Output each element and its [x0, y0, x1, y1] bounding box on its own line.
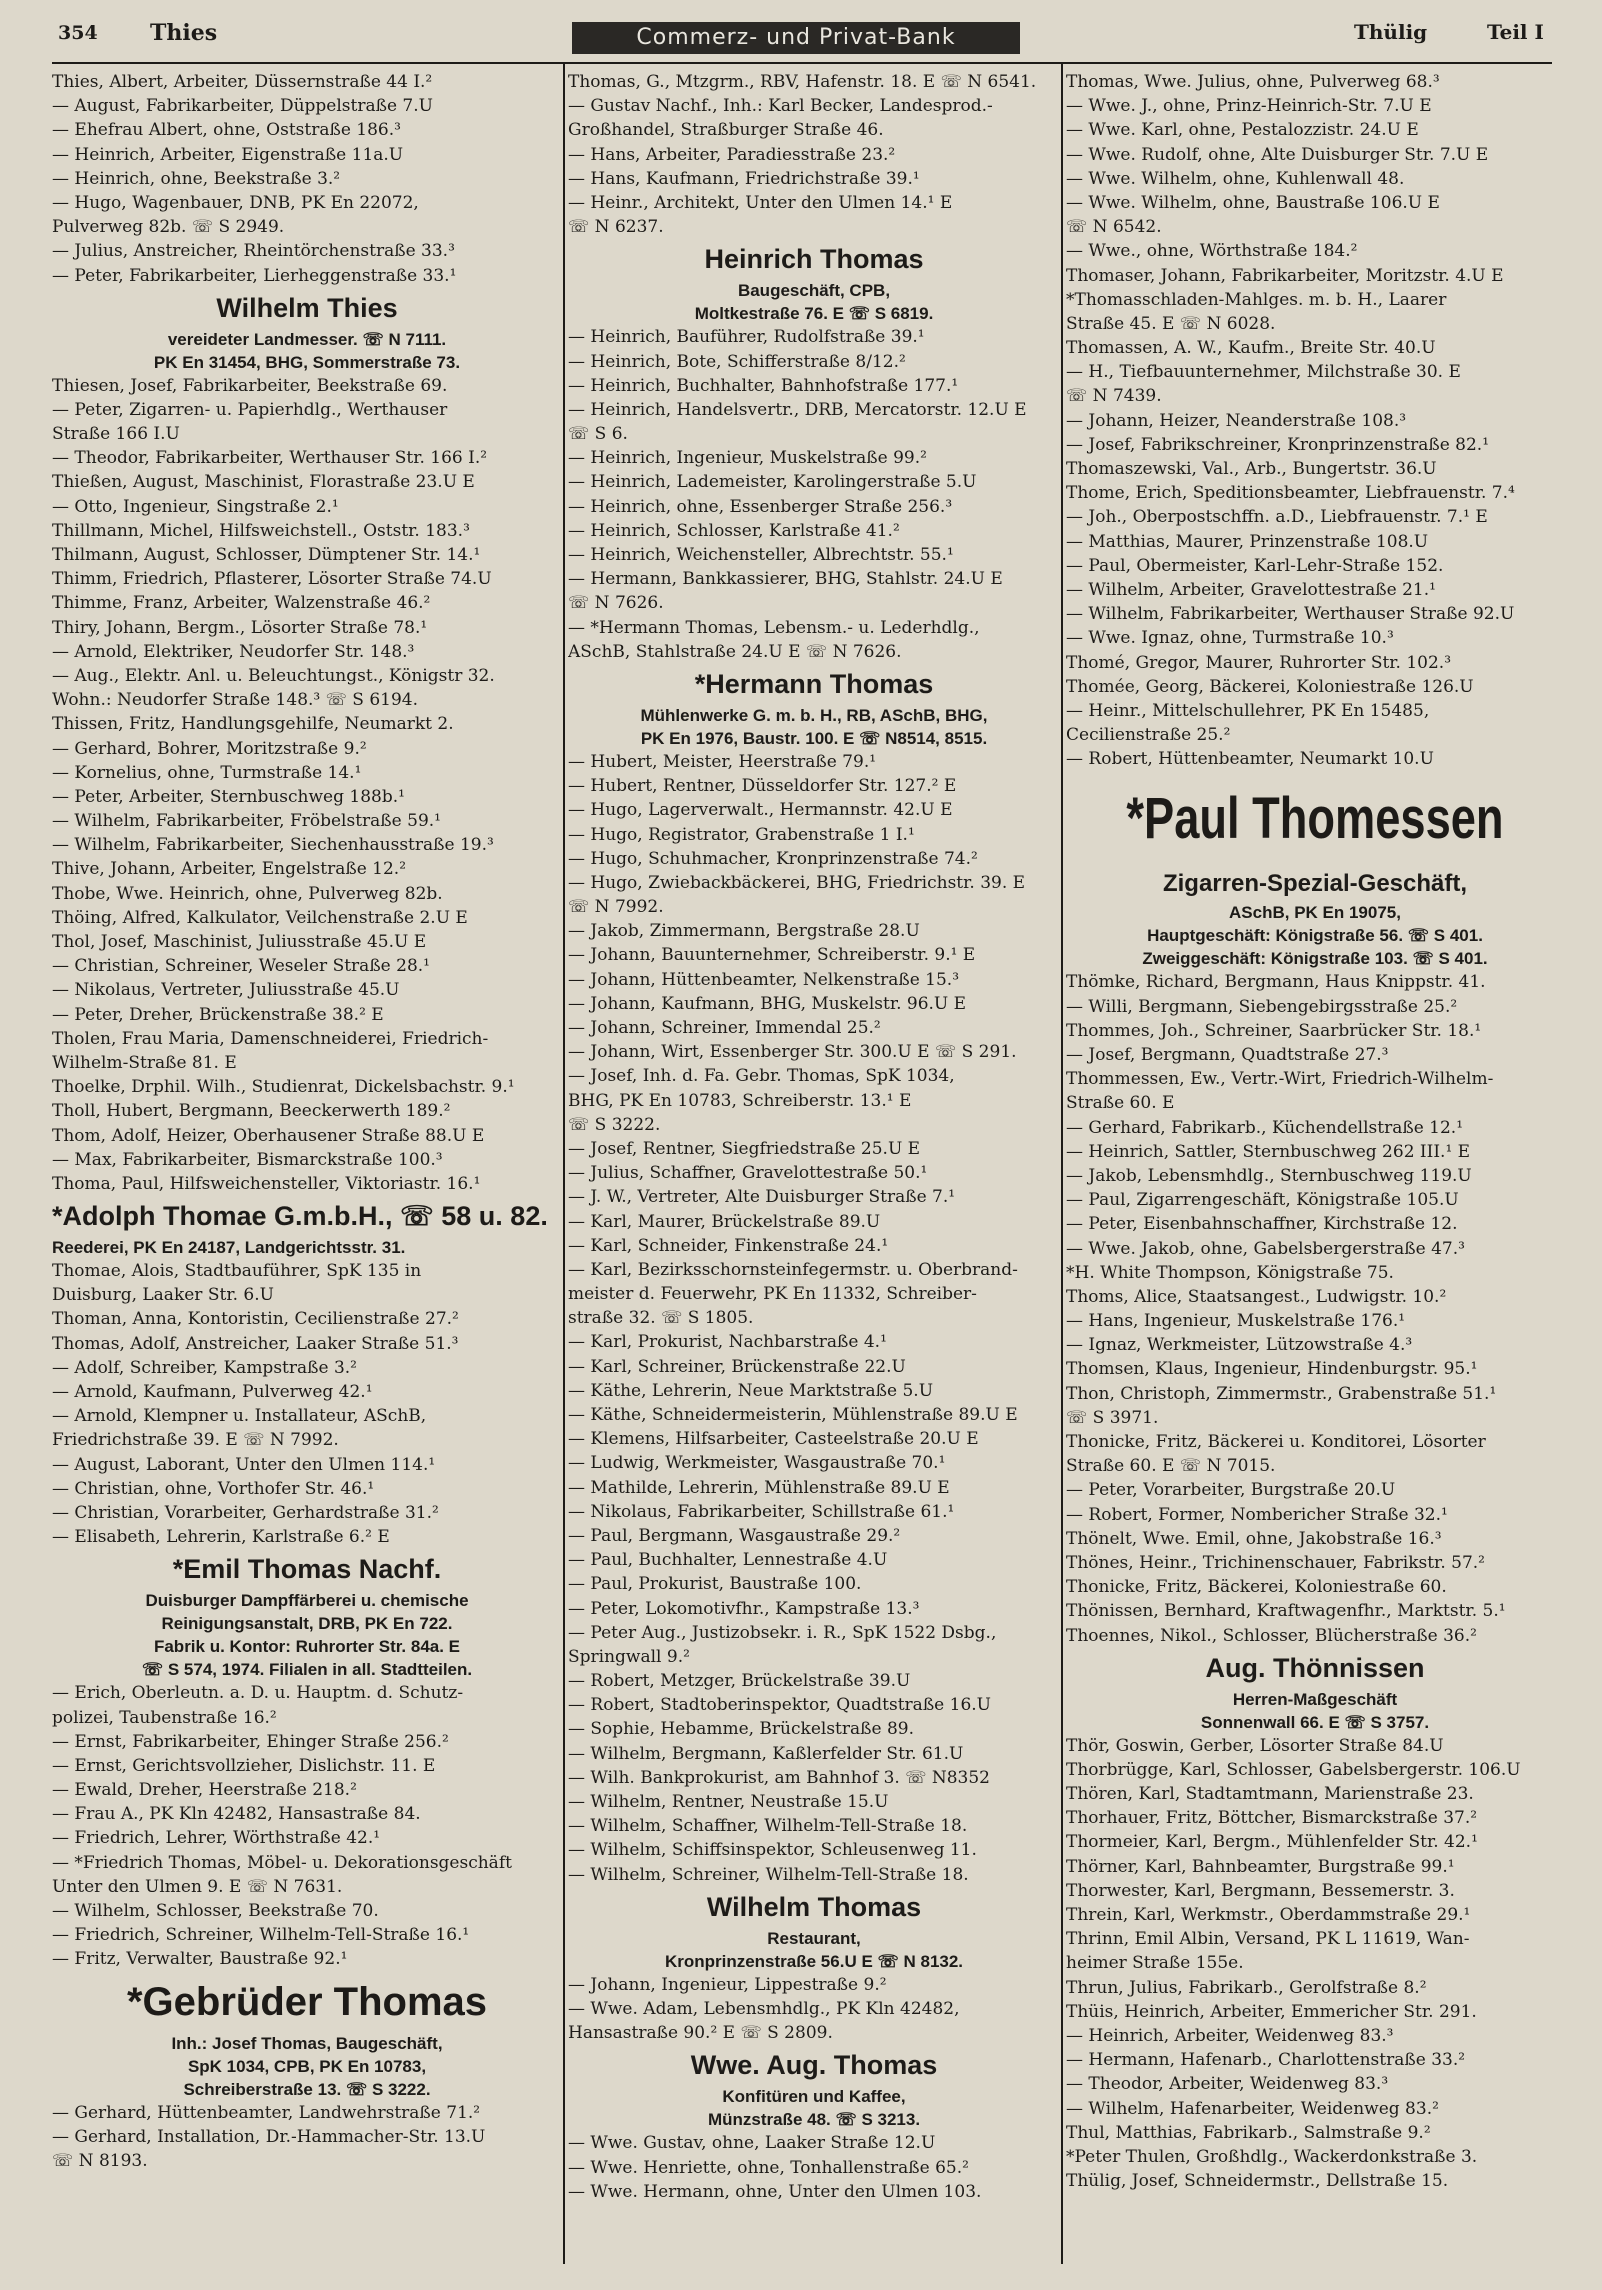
directory-entry-line: — Gustav Nachf., Inh.: Karl Becker, Landesprod.-: [568, 96, 993, 117]
directory-entry-line: — *Friedrich Thomas, Möbel- u. Dekorationsgeschäft: [52, 1852, 512, 1873]
advert-title: Heinrich Thomas: [704, 244, 924, 275]
directory-entry-line: polizei, Taubenstraße 16.²: [52, 1707, 277, 1728]
advert-line: Moltkestraße 76. E ☏ S 6819.: [694, 304, 934, 324]
column-2: [568, 70, 1060, 2280]
directory-entry-line: Thoman, Anna, Kontoristin, Cecilienstraße 27.²: [52, 1309, 459, 1330]
directory-entry-line: Thießen, August, Maschinist, Florastraße 23.U E: [52, 472, 475, 493]
directory-entry-line: Thobe, Wwe. Heinrich, ohne, Pulverweg 82b.: [52, 883, 443, 904]
directory-entry-line: — Elisabeth, Lehrerin, Karlstraße 6.² E: [52, 1527, 390, 1548]
advert-line: PK En 31454, BHG, Sommerstraße 73.: [153, 352, 461, 372]
business-advert: [568, 239, 1060, 325]
directory-entry-line: — Gerhard, Hüttenbeamter, Landwehrstraße 71.²: [52, 2102, 481, 2123]
directory-entry-line: — Robert, Former, Nombericher Straße 32.¹: [1066, 1504, 1448, 1525]
directory-entry-line: Thorbrügge, Karl, Schlosser, Gabelsbergerstr. 106.U: [1066, 1759, 1521, 1780]
directory-entry-line: Thülig, Josef, Schneidermstr., Dellstraße 15.: [1066, 2171, 1449, 2192]
advert-title: *Paul Thomessen: [1126, 786, 1504, 852]
directory-entry-line: — Wilhelm, Schaffner, Wilhelm-Tell-Straße 18.: [568, 1816, 968, 1837]
advert-title: *Emil Thomas Nachf.: [172, 1554, 442, 1585]
directory-entry-line: ☏ S 3971.: [1066, 1407, 1159, 1428]
business-advert: [52, 1972, 562, 2101]
directory-entry-line: — Wilh. Bankprokurist, am Bahnhof 3. ☏ N8352: [568, 1767, 990, 1788]
directory-entry-line: — Josef, Inh. d. Fa. Gebr. Thomas, SpK 1034,: [568, 1066, 955, 1087]
directory-entry-line: Thör, Goswin, Gerber, Lösorter Straße 84.U: [1066, 1735, 1444, 1756]
business-advert: [568, 664, 1060, 750]
directory-entry-line: Thies, Albert, Arbeiter, Düssernstraße 44 I.²: [52, 72, 433, 92]
directory-entry-line: — Hans, Ingenieur, Muskelstraße 176.¹: [1066, 1311, 1406, 1332]
directory-entry-line: ☏ N 7992.: [568, 897, 664, 918]
directory-entry-line: — Jakob, Lebensmhdlg., Sternbuschweg 119.U: [1066, 1165, 1472, 1186]
directory-entry-line: Straße 60. E: [1066, 1093, 1175, 1114]
directory-entry-line: — Klemens, Hilfsarbeiter, Casteelstraße 20.U E: [568, 1429, 979, 1450]
directory-entry-line: — Ewald, Dreher, Heerstraße 218.²: [52, 1780, 357, 1801]
business-advert: [52, 1549, 562, 1681]
directory-entry-line: Thören, Karl, Stadtamtmann, Marienstraße 23.: [1066, 1784, 1474, 1805]
directory-entry-line: Thomas, Adolf, Anstreicher, Laaker Straße 51.³: [52, 1333, 459, 1354]
directory-entry-line: Thiesen, Josef, Fabrikarbeiter, Beekstraße 69.: [52, 375, 448, 396]
directory-entry-line: ASchB, Stahlstraße 24.U E ☏ N 7626.: [568, 641, 902, 662]
directory-entry-line: — August, Laborant, Unter den Ulmen 114.¹: [52, 1454, 436, 1475]
directory-entry-line: — Wilhelm, Arbeiter, Gravelottestraße 21.¹: [1066, 579, 1436, 600]
directory-entry-line: Thomaszewski, Val., Arb., Bungertstr. 36.U: [1066, 459, 1437, 479]
directory-entry-line: — Wilhelm, Fabrikarbeiter, Siechenhausstraße 19.³: [52, 835, 494, 856]
directory-entry-line: — Heinrich, Arbeiter, Eigenstraße 11a.U: [52, 144, 404, 165]
directory-entry-line: — Hugo, Zwiebackbäckerei, BHG, Friedrichstr. 39. E: [568, 872, 1026, 893]
directory-entry-line: Thömke, Richard, Bergmann, Haus Knippstr. 41.: [1066, 972, 1486, 993]
directory-entry-line: — Hugo, Wagenbauer, DNB, PK En 22072,: [52, 192, 419, 213]
directory-entry-line: — Joh., Oberpostschffn. a.D., Liebfrauenstr. 7.¹ E: [1066, 507, 1488, 528]
directory-entry-line: — Hugo, Registrator, Grabenstraße 1 I.¹: [568, 824, 915, 845]
directory-entry-line: Thomas, Wwe. Julius, ohne, Pulverweg 68.³: [1066, 72, 1440, 92]
advert-title: *Adolph Thomae G.m.b.H., ☏ 58 u. 82.: [52, 1201, 548, 1232]
directory-entry-line: — Arnold, Elektriker, Neudorfer Str. 148.³: [52, 641, 415, 662]
directory-entry-line: — Jakob, Zimmermann, Bergstraße 28.U: [568, 921, 920, 942]
directory-entry-line: — Erich, Oberleutn. a. D. u. Hauptm. d. Schutz-: [52, 1683, 464, 1704]
directory-entry-line: — Theodor, Fabrikarbeiter, Werthauser Str. 166 I.²: [52, 448, 488, 469]
directory-entry-line: — Aug., Elektr. Anl. u. Beleuchtungst., Königstr 32.: [52, 665, 495, 686]
directory-entry-line: *Thomasschladen-Mahlges. m. b. H., Laarer: [1066, 289, 1447, 310]
directory-entry-line: Thomae, Alois, Stadtbauführer, SpK 135 in: [52, 1261, 422, 1282]
directory-entry-line: Thimm, Friedrich, Pflasterer, Lösorter Straße 74.U: [52, 569, 492, 590]
directory-entry-line: — Matthias, Maurer, Prinzenstraße 108.U: [1066, 531, 1429, 552]
directory-entry-line: — Karl, Maurer, Brückelstraße 89.U: [568, 1211, 881, 1232]
directory-entry-line: — Hugo, Lagerverwalt., Hermannstr. 42.U E: [568, 800, 953, 821]
directory-entry-line: — Wwe. Henriette, ohne, Tonhallenstraße 65.²: [568, 2157, 969, 2178]
directory-entry-line: Thönes, Heinr., Trichinenschauer, Fabrikstr. 57.²: [1066, 1552, 1485, 1573]
directory-entry-line: — Hermann, Hafenarb., Charlottenstraße 33.²: [1066, 2050, 1466, 2071]
directory-entry-line: — Julius, Anstreicher, Rheintörchenstraße 33.³: [52, 241, 455, 262]
directory-entry-line: Straße 166 I.U: [52, 424, 180, 445]
directory-entry-line: Thoma, Paul, Hilfsweichensteller, Viktoriastr. 16.¹: [52, 1173, 481, 1194]
directory-entry-line: ☏ N 7626.: [568, 593, 664, 614]
directory-entry-line: — Peter, Vorarbeiter, Burgstraße 20.U: [1066, 1480, 1396, 1501]
directory-entry-line: — Heinrich, Bote, Schifferstraße 8/12.²: [568, 351, 906, 372]
directory-entry-line: — Josef, Bergmann, Quadtstraße 27.³: [1066, 1045, 1389, 1065]
directory-entry-line: — Karl, Schreiner, Brückenstraße 22.U: [568, 1356, 906, 1377]
directory-entry-line: — Wilhelm, Fabrikarbeiter, Werthauser Straße 92.U: [1066, 604, 1515, 625]
directory-entry-line: — Christian, ohne, Vorthofer Str. 46.¹: [52, 1478, 375, 1499]
advert-line: Mühlenwerke G. m. b. H., RB, ASchB, BHG,: [640, 705, 988, 725]
directory-entry-line: — Christian, Schreiner, Weseler Straße 28.¹: [52, 956, 430, 977]
directory-entry-line: Thormeier, Karl, Bergm., Mühlenfelder Str. 42.¹: [1066, 1832, 1478, 1853]
directory-entry-line: — Robert, Stadtoberinspektor, Quadtstraße 16.U: [568, 1695, 991, 1716]
directory-entry-line: — Max, Fabrikarbeiter, Bismarckstraße 100.³: [52, 1149, 443, 1170]
directory-entry-line: Thiry, Johann, Bergm., Lösorter Straße 78.¹: [52, 617, 428, 638]
directory-entry-line: Wilhelm-Straße 81. E: [52, 1052, 237, 1073]
directory-entry-line: Thüis, Heinrich, Arbeiter, Emmericher Str. 291.: [1066, 2001, 1477, 2022]
directory-entry-line: Thimme, Franz, Arbeiter, Walzenstraße 46.²: [52, 593, 431, 614]
directory-entry-line: — Peter, Fabrikarbeiter, Lierheggenstraße 33.¹: [52, 265, 457, 286]
directory-entry-line: — Ehefrau Albert, ohne, Oststraße 186.³: [52, 120, 401, 141]
directory-entry-line: — Wilhelm, Rentner, Neustraße 15.U: [568, 1792, 889, 1812]
directory-entry-line: — Kornelius, ohne, Turmstraße 14.¹: [52, 762, 362, 783]
directory-entry-line: heimer Straße 155e.: [1066, 1953, 1244, 1974]
directory-entry-line: — Otto, Ingenieur, Singstraße 2.¹: [52, 496, 339, 517]
directory-entry-line: — Josef, Rentner, Siegfriedstraße 25.U E: [568, 1138, 921, 1159]
directory-entry-line: — Ignaz, Werkmeister, Lützowstraße 4.³: [1066, 1335, 1413, 1356]
directory-entry-line: — Wilhelm, Fabrikarbeiter, Fröbelstraße 59.¹: [52, 811, 441, 832]
directory-entry-line: — Wwe., ohne, Wörthstraße 184.²: [1066, 241, 1358, 262]
advert-line: Hauptgeschäft: Königstraße 56. ☏ S 401.: [1147, 926, 1483, 946]
business-advert: [52, 288, 562, 374]
directory-entry-line: — Johann, Wirt, Essenberger Str. 300.U E ☏ S 291.: [568, 1042, 1017, 1063]
directory-entry-line: — Ernst, Fabrikarbeiter, Ehinger Straße 256.²: [52, 1731, 449, 1752]
directory-entry-line: Thommes, Joh., Schreiner, Saarbrücker Str. 18.¹: [1066, 1020, 1482, 1041]
directory-entry-line: — Mathilde, Lehrerin, Mühlenstraße 89.U E: [568, 1477, 950, 1498]
advert-line: ☏ S 574, 1974. Filialen in all. Stadtteilen.: [141, 1660, 473, 1680]
directory-entry-line: — Nikolaus, Vertreter, Juliusstraße 45.U: [52, 980, 400, 1001]
directory-entry-line: — Friedrich, Lehrer, Wörthstraße 42.¹: [52, 1828, 381, 1849]
column-divider: [1061, 64, 1063, 2264]
directory-entry-line: — Ernst, Gerichtsvollzieher, Dislichstr. 11. E: [52, 1755, 436, 1776]
directory-entry-line: — Paul, Prokurist, Baustraße 100.: [568, 1574, 862, 1595]
directory-entry-line: — Wilhelm, Schlosser, Beekstraße 70.: [52, 1901, 379, 1921]
directory-entry-line: Thive, Johann, Arbeiter, Engelstraße 12.²: [52, 859, 407, 880]
business-advert: [568, 2045, 1060, 2131]
directory-entry-line: — Wwe. Karl, ohne, Pestalozzistr. 24.U E: [1066, 120, 1419, 141]
directory-entry-line: Thissen, Fritz, Handlungsgehilfe, Neumarkt 2.: [52, 714, 454, 735]
directory-entry-line: — Heinrich, Sattler, Sternbuschweg 262 III.¹ E: [1066, 1141, 1471, 1162]
section-label: Teil I: [1487, 20, 1544, 44]
directory-entry-line: — Gerhard, Bohrer, Moritzstraße 9.²: [52, 738, 367, 759]
directory-entry-line: — Arnold, Klempner u. Installateur, ASchB,: [52, 1406, 427, 1427]
directory-entry-line: Pulverweg 82b. ☏ S 2949.: [52, 217, 285, 238]
directory-entry-line: — Robert, Hüttenbeamter, Neumarkt 10.U: [1066, 749, 1434, 770]
directory-entry-line: — Wilhelm, Schreiner, Wilhelm-Tell-Straße 18.: [568, 1864, 969, 1885]
directory-entry-line: — Käthe, Schneidermeisterin, Mühlenstraße 89.U E: [568, 1405, 1018, 1425]
directory-entry-line: — Johann, Schreiner, Immendal 25.²: [568, 1018, 881, 1038]
directory-entry-line: — Christian, Vorarbeiter, Gerhardstraße 31.²: [52, 1502, 439, 1523]
directory-entry-line: Thomée, Georg, Bäckerei, Koloniestraße 126.U: [1066, 676, 1474, 697]
directory-entry-line: ☏ N 6237.: [568, 217, 664, 238]
directory-entry-line: — Heinrich, Handelsvertr., DRB, Mercatorstr. 12.U E: [568, 399, 1027, 420]
advert-line: SpK 1034, CPB, PK En 10783,: [187, 2056, 427, 2076]
directory-entry-line: — Wwe. Wilhelm, ohne, Kuhlenwall 48.: [1066, 168, 1405, 189]
directory-entry-line: — Julius, Schaffner, Gravelottestraße 50.¹: [568, 1163, 928, 1184]
directory-entry-line: — Robert, Metzger, Brückelstraße 39.U: [568, 1671, 911, 1692]
advert-line: ASchB, PK En 19075,: [1229, 903, 1401, 923]
directory-entry-line: — Wilhelm, Bergmann, Kaßlerfelder Str. 61.U: [568, 1743, 964, 1764]
directory-entry-line: Thomsen, Klaus, Ingenieur, Hindenburgstr. 95.¹: [1066, 1359, 1478, 1380]
business-advert: [1066, 1648, 1564, 1734]
column-3: [1066, 70, 1564, 2280]
directory-entry-line: — H., Tiefbauunternehmer, Milchstraße 30. E: [1066, 362, 1461, 383]
advert-line: Zweiggeschäft: Königstraße 103. ☏ S 401.: [1142, 949, 1488, 969]
directory-entry-line: — Theodor, Arbeiter, Weidenweg 83.³: [1066, 2074, 1389, 2095]
directory-entry-line: Thon, Christoph, Zimmermstr., Grabenstraße 51.¹: [1066, 1383, 1497, 1404]
advert-title: Wilhelm Thies: [216, 292, 398, 323]
directory-entry-line: Cecilienstraße 25.²: [1066, 725, 1231, 746]
directory-entry-line: — Gerhard, Installation, Dr.-Hammacher-Str. 13.U: [52, 2126, 486, 2147]
directory-entry-line: *Peter Thulen, Großhdlg., Wackerdonkstraße 3.: [1066, 2146, 1478, 2167]
headword-left: Thies: [150, 20, 218, 46]
directory-entry-line: Thorhauer, Fritz, Böttcher, Bismarckstraße 37.²: [1066, 1808, 1478, 1829]
directory-entry-line: Thul, Matthias, Fabrikarb., Salmstraße 9.²: [1066, 2122, 1431, 2143]
directory-entry-line: — Gerhard, Fabrikarb., Küchendellstraße 12.¹: [1066, 1117, 1464, 1138]
advert-title: Wilhelm Thomas: [706, 1891, 922, 1922]
directory-entry-line: — Peter Aug., Justizobsekr. i. R., SpK 1522 Dsbg.,: [568, 1622, 997, 1643]
directory-entry-line: Duisburg, Laaker Str. 6.U: [52, 1285, 274, 1306]
directory-entry-line: Thorwester, Karl, Bergmann, Bessemerstr. 3.: [1066, 1880, 1455, 1901]
directory-entry-line: Thomé, Gregor, Maurer, Ruhrorter Str. 102.³: [1066, 652, 1452, 673]
advert-line: Fabrik u. Kontor: Ruhrorter Str. 84a. E: [153, 1637, 461, 1657]
directory-entry-line: meister d. Feuerwehr, PK En 11332, Schreiber-: [568, 1284, 977, 1305]
directory-entry-line: Friedrichstraße 39. E ☏ N 7992.: [52, 1430, 339, 1451]
directory-entry-line: — Karl, Bezirksschornsteinfegermstr. u. Oberbrand-: [568, 1259, 1018, 1280]
directory-entry-line: — Wwe. J., ohne, Prinz-Heinrich-Str. 7.U E: [1066, 96, 1432, 117]
directory-entry-line: — Wwe. Rudolf, ohne, Alte Duisburger Str. 7.U E: [1066, 144, 1489, 165]
advert-line: vereideter Landmesser. ☏ N 7111.: [167, 329, 447, 349]
directory-entry-line: — Wwe. Ignaz, ohne, Turmstraße 10.³: [1066, 628, 1394, 649]
directory-entry-line: BHG, PK En 10783, Schreiberstr. 13.¹ E: [568, 1090, 912, 1111]
directory-entry-line: — Ludwig, Werkmeister, Wasgaustraße 70.¹: [568, 1453, 946, 1474]
directory-entry-line: Thomaser, Johann, Fabrikarbeiter, Moritzstr. 4.U E: [1066, 265, 1504, 286]
directory-entry-line: — Peter, Dreher, Brückenstraße 38.² E: [52, 1004, 384, 1025]
directory-entry-line: Großhandel, Straßburger Straße 46.: [568, 120, 884, 141]
directory-entry-line: — Heinr., Architekt, Unter den Ulmen 14.¹ E: [568, 192, 953, 213]
directory-entry-line: — Wwe. Hermann, ohne, Unter den Ulmen 103.: [568, 2181, 982, 2202]
business-advert: [1066, 771, 1564, 970]
directory-entry-line: ☏ N 6542.: [1066, 217, 1162, 238]
directory-entry-line: Hansastraße 90.² E ☏ S 2809.: [568, 2023, 833, 2044]
directory-entry-line: — Nikolaus, Fabrikarbeiter, Schillstraße 61.¹: [568, 1501, 955, 1522]
advert-line: Reederei, PK En 24187, Landgerichtsstr. 31.: [52, 1238, 406, 1258]
advert-line: Duisburger Dampffärberei u. chemische: [145, 1591, 469, 1611]
directory-entry-line: — Peter, Eisenbahnschaffner, Kirchstraße 12.: [1066, 1214, 1458, 1235]
directory-entry-line: Straße 60. E ☏ N 7015.: [1066, 1456, 1276, 1477]
directory-entry-line: — Heinrich, ohne, Beekstraße 3.²: [52, 168, 341, 189]
directory-entry-line: Thilmann, August, Schlosser, Dümptener Str. 14.¹: [52, 545, 481, 565]
directory-entry-line: Thoms, Alice, Staatsangest., Ludwigstr. 10.²: [1066, 1286, 1447, 1307]
directory-entry-line: ☏ S 3222.: [568, 1114, 661, 1135]
directory-entry-line: — Paul, Bergmann, Wasgaustraße 29.²: [568, 1525, 901, 1546]
directory-entry-line: — Paul, Obermeister, Karl-Lehr-Straße 152.: [1066, 555, 1444, 576]
advert-line: PK En 1976, Baustr. 100. E ☏ N8514, 8515.: [640, 728, 988, 748]
directory-entry-line: — Hugo, Schuhmacher, Kronprinzenstraße 74.²: [568, 848, 978, 869]
directory-entry-line: — Wilhelm, Schiffsinspektor, Schleusenweg 11.: [568, 1840, 977, 1861]
directory-entry-line: Springwall 9.²: [568, 1646, 690, 1667]
headword-right: Thülig: [1354, 20, 1428, 44]
directory-entry-line: — August, Fabrikarbeiter, Düppelstraße 7.U: [52, 96, 433, 117]
directory-entry-line: — Karl, Schneider, Finkenstraße 24.¹: [568, 1235, 889, 1256]
advert-line: Zigarren-Spezial-Geschäft,: [1162, 870, 1468, 898]
directory-entry-line: Straße 45. E ☏ N 6028.: [1066, 313, 1276, 334]
page-header: [0, 0, 1602, 66]
advert-line: Konfitüren und Kaffee,: [722, 2087, 906, 2107]
business-advert: [52, 1196, 562, 1259]
directory-entry-line: — Fritz, Verwalter, Baustraße 92.¹: [52, 1949, 348, 1970]
directory-entry-line: Thonicke, Fritz, Bäckerei, Koloniestraße 60.: [1066, 1577, 1447, 1598]
directory-entry-line: straße 32. ☏ S 1805.: [568, 1308, 754, 1329]
directory-entry-line: — Heinrich, Buchhalter, Bahnhofstraße 177.¹: [568, 375, 959, 396]
column-divider: [563, 64, 565, 2264]
directory-entry-line: — Paul, Zigarrengeschäft, Königstraße 105.U: [1066, 1190, 1459, 1211]
directory-entry-line: — Adolf, Schreiber, Kampstraße 3.²: [52, 1357, 357, 1378]
directory-entry-line: — Johann, Heizer, Neanderstraße 108.³: [1066, 410, 1407, 431]
advert-title: Aug. Thönnissen: [1205, 1652, 1425, 1683]
directory-entry-line: — Heinrich, Ingenieur, Muskelstraße 99.²: [568, 448, 927, 469]
directory-entry-line: — Sophie, Hebamme, Brückelstraße 89.: [568, 1719, 914, 1740]
business-advert: [568, 1887, 1060, 1973]
directory-entry-line: Thönelt, Wwe. Emil, ohne, Jakobstraße 16.³: [1066, 1528, 1442, 1549]
directory-entry-line: Unter den Ulmen 9. E ☏ N 7631.: [52, 1876, 343, 1897]
directory-entry-line: Wohn.: Neudorfer Straße 148.³ ☏ S 6194.: [52, 690, 419, 711]
directory-entry-line: — Willi, Bergmann, Siebengebirgsstraße 25.²: [1066, 996, 1458, 1017]
directory-entry-line: Thommessen, Ew., Vertr.-Wirt, Friedrich-Wilhelm-: [1066, 1069, 1494, 1090]
directory-entry-line: — Wwe. Adam, Lebensmhdlg., PK Kln 42482,: [568, 1998, 960, 2019]
page-number: 354: [58, 22, 98, 44]
directory-entry-line: — Peter, Zigarren- u. Papierhdlg., Werthauser: [52, 399, 448, 420]
directory-entry-line: — Wwe. Jakob, ohne, Gabelsbergerstraße 47.³: [1066, 1238, 1465, 1259]
directory-entry-line: Thom, Adolf, Heizer, Oberhausener Straße 88.U E: [52, 1125, 485, 1146]
directory-entry-line: — Johann, Kaufmann, BHG, Muskelstr. 96.U E: [568, 993, 967, 1014]
advert-line: Münzstraße 48. ☏ S 3213.: [707, 2110, 921, 2130]
advert-title: *Gebrüder Thomas: [126, 1979, 488, 2024]
header-rule: [52, 62, 1552, 64]
directory-entry-line: Threin, Karl, Werkmstr., Oberdammstraße 29.¹: [1066, 1905, 1471, 1925]
directory-entry-line: Thomassen, A. W., Kaufm., Breite Str. 40.U: [1066, 338, 1436, 359]
directory-entry-line: — Heinrich, Lademeister, Karolingerstraße 5.U: [568, 472, 977, 493]
directory-entry-line: — Johann, Ingenieur, Lippestraße 9.²: [568, 1974, 887, 1995]
directory-entry-line: Thonicke, Fritz, Bäckerei u. Konditorei, Lösorter: [1066, 1432, 1486, 1452]
directory-entry-line: ☏ S 6.: [568, 424, 628, 445]
directory-entry-line: — Käthe, Lehrerin, Neue Marktstraße 5.U: [568, 1380, 934, 1401]
directory-entry-line: ☏ N 8193.: [52, 2150, 148, 2171]
directory-entry-line: — Wilhelm, Hafenarbeiter, Weidenweg 83.²: [1066, 2098, 1439, 2119]
advert-line: Inh.: Josef Thomas, Baugeschäft,: [171, 2033, 443, 2053]
directory-entry-line: — Johann, Bauunternehmer, Schreiberstr. 9.¹ E: [568, 945, 976, 966]
directory-entry-line: — Heinrich, Weichensteller, Albrechtstr. 55.¹: [568, 545, 954, 565]
directory-entry-line: — Frau A., PK Kln 42482, Hansastraße 84.: [52, 1804, 421, 1825]
directory-entry-line: — Paul, Buchhalter, Lennestraße 4.U: [568, 1550, 888, 1571]
advert-banner: Commerz- und Privat-Bank: [572, 22, 1020, 54]
directory-entry-line: Thöing, Alfred, Kalkulator, Veilchenstraße 2.U E: [52, 907, 468, 928]
directory-entry-line: — Peter, Lokomotivfhr., Kampstraße 13.³: [568, 1598, 920, 1619]
advert-line: Herren-Maßgeschäft: [1232, 1689, 1398, 1709]
directory-entry-line: — Heinr., Mittelschullehrer, PK En 15485,: [1066, 700, 1430, 721]
directory-entry-line: Thoennes, Nikol., Schlosser, Blücherstraße 36.²: [1066, 1625, 1477, 1646]
directory-entry-line: Tholl, Hubert, Bergmann, Beeckerwerth 189.²: [52, 1101, 451, 1122]
directory-entry-line: — Heinrich, Bauführer, Rudolfstraße 39.¹: [568, 327, 925, 348]
directory-entry-line: — *Hermann Thomas, Lebensm.- u. Lederhdlg.,: [568, 617, 980, 638]
directory-entry-line: Tholen, Frau Maria, Damenschneiderei, Friedrich-: [52, 1028, 489, 1049]
directory-entry-line: — Heinrich, ohne, Essenberger Straße 256.³: [568, 496, 953, 517]
advert-line: Kronprinzenstraße 56.U E ☏ N 8132.: [664, 1951, 964, 1971]
directory-entry-line: Thörner, Karl, Bahnbeamter, Burgstraße 99.¹: [1066, 1856, 1455, 1877]
directory-entry-line: — J. W., Vertreter, Alte Duisburger Straße 7.¹: [568, 1187, 956, 1208]
advert-line: Reinigungsanstalt, DRB, PK En 722.: [161, 1614, 453, 1634]
directory-entry-line: — Hubert, Meister, Heerstraße 79.¹: [568, 751, 877, 772]
directory-entry-line: — Hubert, Rentner, Düsseldorfer Str. 127.² E: [568, 776, 957, 797]
directory-entry-line: — Hans, Kaufmann, Friedrichstraße 39.¹: [568, 168, 920, 189]
directory-entry-line: Thönissen, Bernhard, Kraftwagenfhr., Marktstr. 5.¹: [1066, 1601, 1506, 1622]
directory-entry-line: *H. White Thompson, Königstraße 75.: [1066, 1262, 1394, 1283]
directory-entry-line: Thrun, Julius, Fabrikarb., Gerolfstraße 8.²: [1066, 1977, 1427, 1998]
directory-entry-line: — Wwe. Gustav, ohne, Laaker Straße 12.U: [568, 2133, 936, 2154]
directory-entry-line: — Peter, Arbeiter, Sternbuschweg 188b.¹: [52, 786, 405, 807]
directory-entry-line: — Johann, Hüttenbeamter, Nelkenstraße 15.³: [568, 969, 960, 990]
advert-line: Schreiberstraße 13. ☏ S 3222.: [183, 2079, 431, 2099]
directory-entry-line: Thillmann, Michel, Hilfsweichstell., Oststr. 183.³: [52, 520, 470, 541]
advert-line: Baugeschäft, CPB,: [737, 281, 891, 301]
directory-entry-line: — Hans, Arbeiter, Paradiesstraße 23.²: [568, 144, 896, 165]
advert-line: Sonnenwall 66. E ☏ S 3757.: [1200, 1712, 1430, 1732]
directory-entry-line: Thomas, G., Mtzgrm., RBV, Hafenstr. 18. E ☏ N 6541.: [568, 72, 1037, 92]
directory-entry-line: Thol, Josef, Maschinist, Juliusstraße 45.U E: [52, 932, 427, 952]
advert-line: Restaurant,: [767, 1928, 861, 1948]
advert-title: Wwe. Aug. Thomas: [690, 2050, 938, 2081]
directory-entry-line: — Arnold, Kaufmann, Pulverweg 42.¹: [52, 1382, 373, 1402]
directory-entry-line: — Josef, Fabrikschreiner, Kronprinzenstraße 82.¹: [1066, 434, 1490, 455]
directory-entry-line: — Hermann, Bankkassierer, BHG, Stahlstr. 24.U E: [568, 569, 1003, 590]
directory-entry-line: Thrinn, Emil Albin, Versand, PK L 11619, Wan-: [1066, 1929, 1470, 1950]
column-1: [52, 70, 562, 2280]
directory-entry-line: — Wwe. Wilhelm, ohne, Baustraße 106.U E: [1066, 192, 1440, 213]
advert-title: *Hermann Thomas: [694, 668, 934, 699]
directory-entry-line: — Friedrich, Schreiner, Wilhelm-Tell-Straße 16.¹: [52, 1925, 470, 1946]
directory-entry-line: Thome, Erich, Speditionsbeamter, Liebfrauenstr. 7.⁴: [1066, 483, 1515, 504]
directory-entry-line: — Heinrich, Schlosser, Karlstraße 41.²: [568, 520, 900, 541]
directory-entry-line: ☏ N 7439.: [1066, 386, 1162, 407]
directory-entry-line: Thoelke, Drphil. Wilh., Studienrat, Dickelsbachstr. 9.¹: [52, 1077, 515, 1098]
directory-entry-line: — Heinrich, Arbeiter, Weidenweg 83.³: [1066, 2025, 1394, 2046]
directory-entry-line: — Karl, Prokurist, Nachbarstraße 4.¹: [568, 1332, 887, 1353]
